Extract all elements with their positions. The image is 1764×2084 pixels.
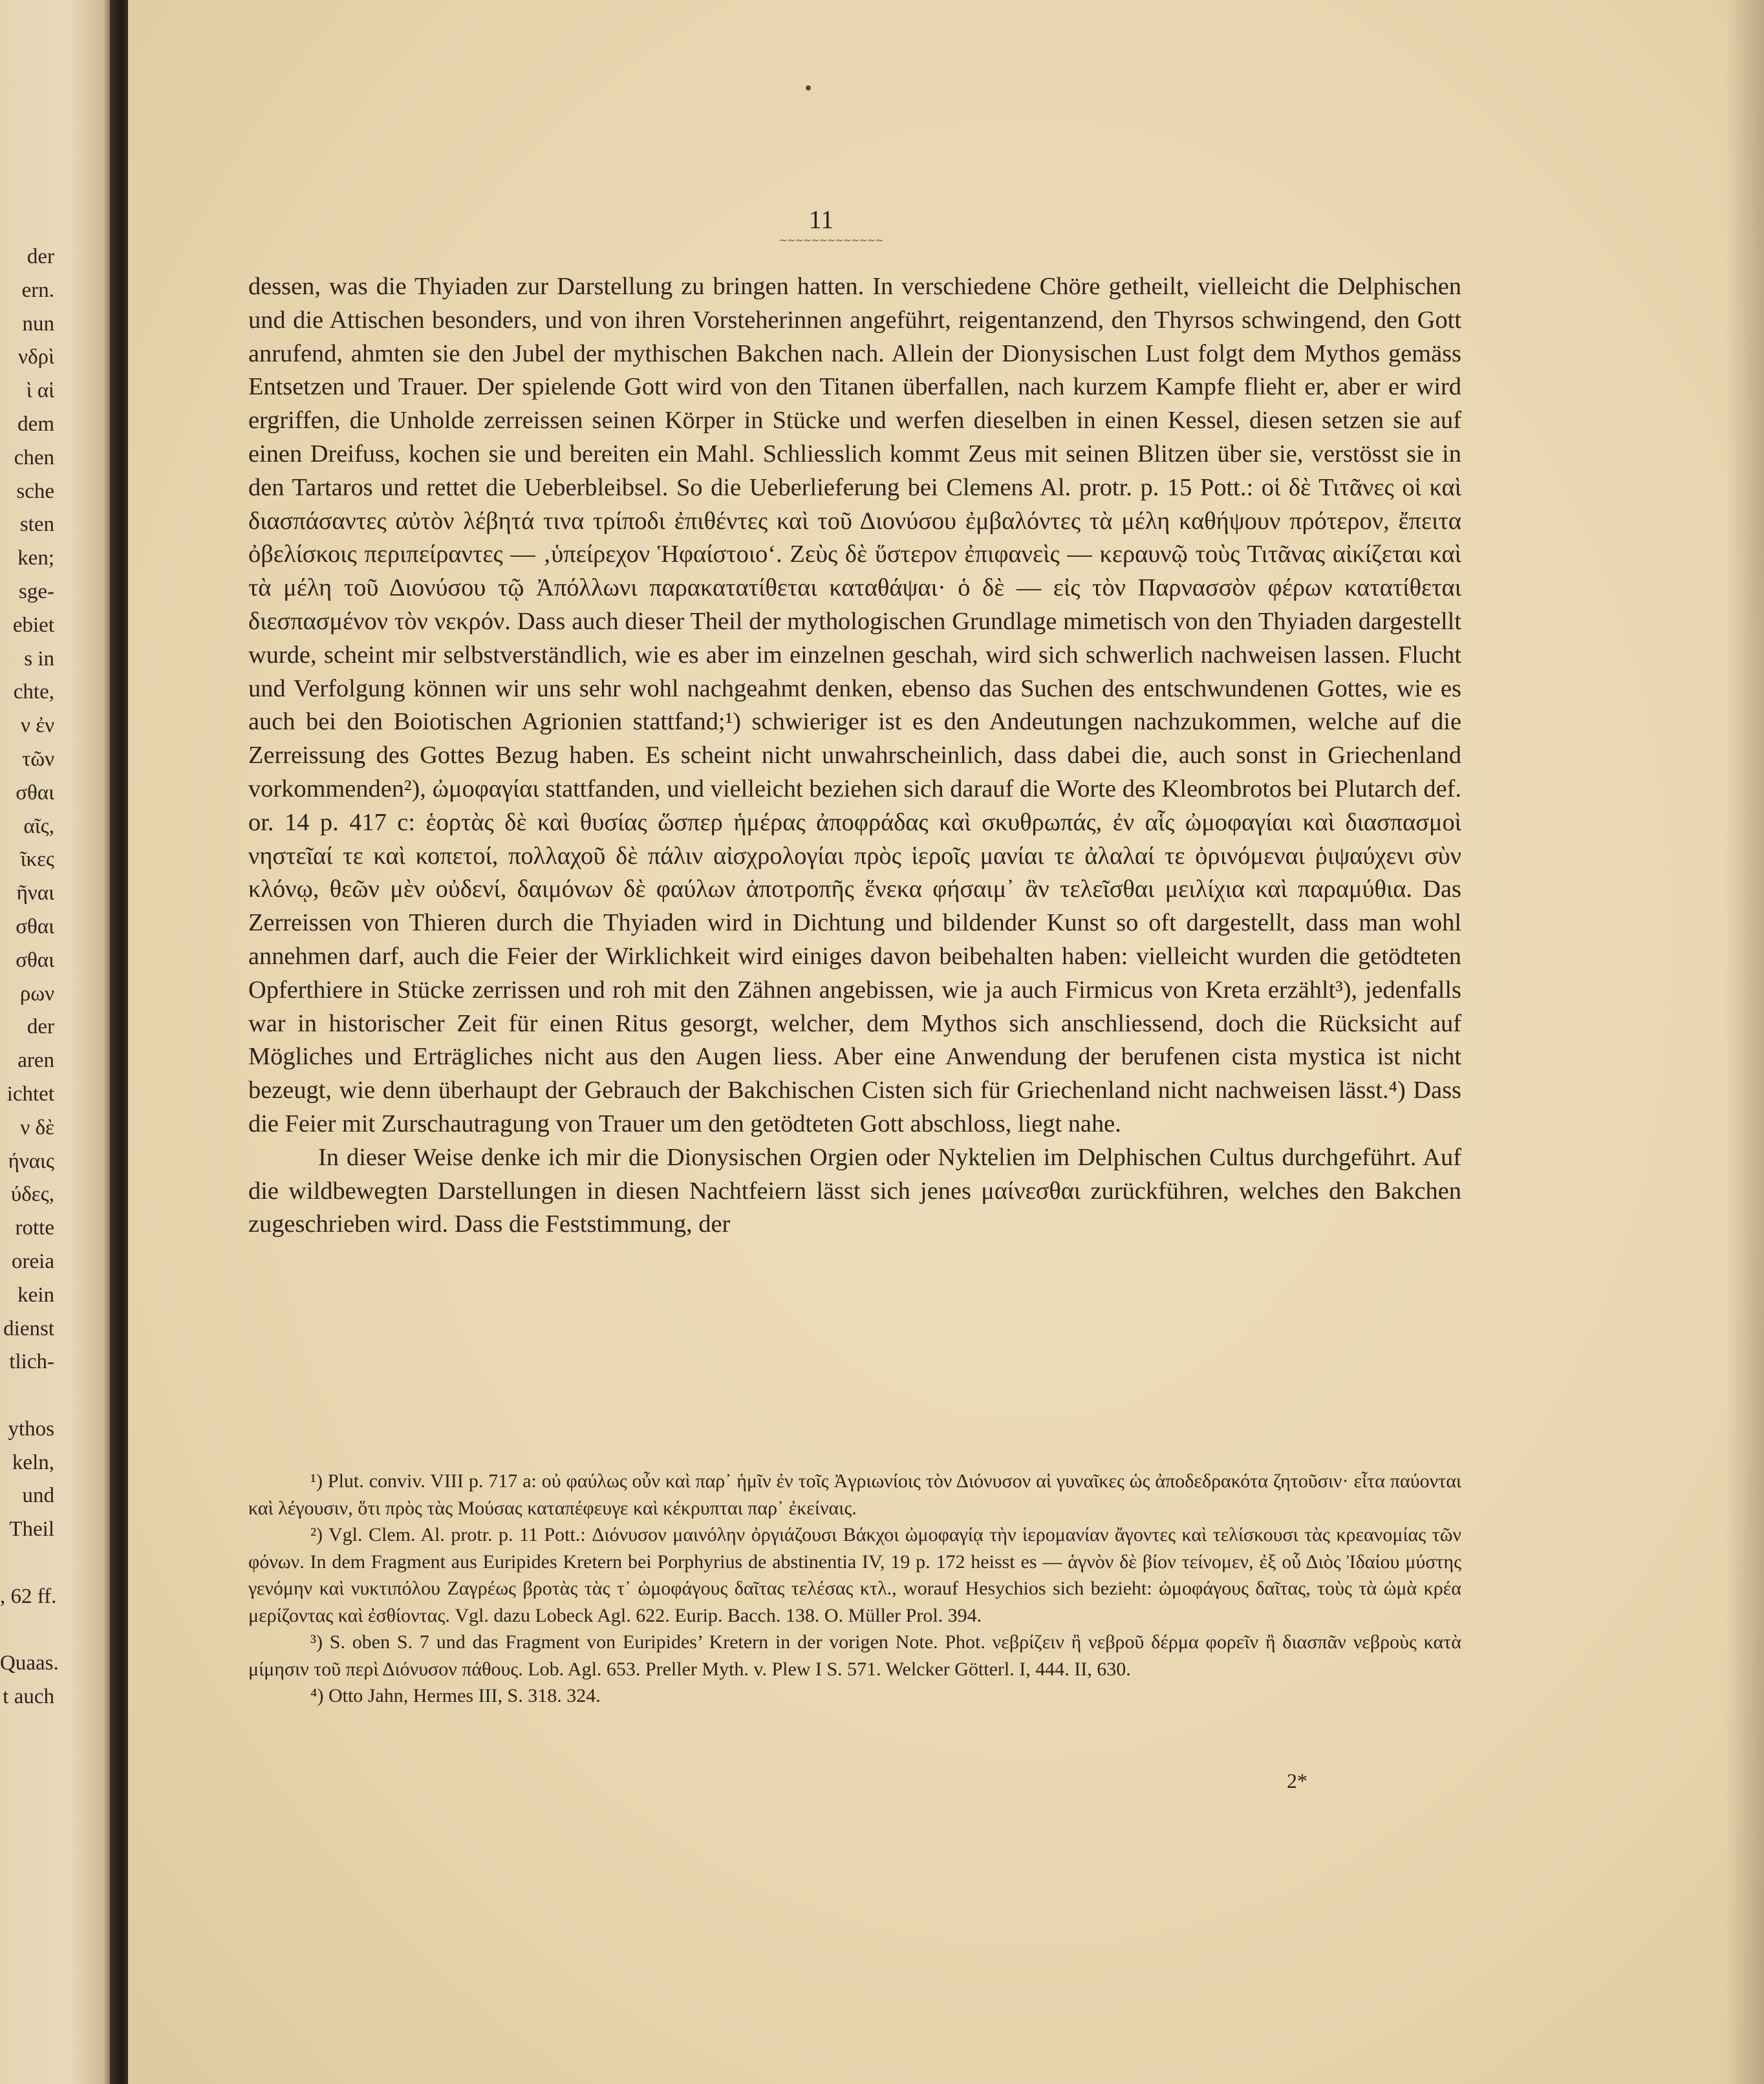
footnote: ⁴) Otto Jahn, Hermes III, S. 318. 324. (310, 1685, 601, 1706)
top-dot-mark (806, 85, 811, 91)
left-page-fragment: aren (17, 1049, 54, 1073)
left-page-fragment: σθαι (16, 780, 54, 804)
left-page-fragment: sge- (19, 579, 54, 603)
paragraph: In dieser Weise denke ich mir die Dionysischen Orgien oder Nyktelien im Delphischen Cultus durchgeführt. Auf die wildbewegten Darstellungen in diesen Nachtfeiern lässt sich jenes μαίνεσθαι zurückführen, welches den Bakchen zugeschrieben wird. Dass die Feststimmung, der (248, 1143, 1461, 1238)
left-page-fragment: ῖκες (20, 848, 54, 872)
left-page-fragment: chte, (13, 680, 54, 704)
left-page-fragment: ν δὲ (20, 1115, 54, 1139)
left-page-fragment: ὶ αἱ (26, 379, 54, 403)
left-page-fragment: der (27, 1015, 54, 1039)
left-page-fragments (0, 241, 59, 1714)
left-page-fragment: ν ἐν (21, 714, 54, 738)
left-page-fragment: νδρὶ (18, 345, 54, 369)
left-page-fragment: ήναις (8, 1149, 54, 1173)
footnote: ³) S. oben S. 7 und das Fragment von Euripides’ Kretern in der vorigen Note. Phot. νεβρίζειν ἢ νεβροῦ δέρμα φορεῖν ἢ διασπᾶν νεβροὺς κατὰ μίμησιν τοῦ περὶ Διόνυσον πάθους. Lob. Agl. 653. Preller Myth. v. Plew I S. 571. Welcker Götterl. I, 444. II, 630. (248, 1631, 1461, 1680)
left-page-fragment: sche (16, 479, 54, 503)
left-page-edge (0, 0, 115, 2084)
left-page-fragment: Quaas. (0, 1651, 59, 1675)
left-page-fragment: chen (14, 446, 54, 469)
left-page-fragment: ebiet (12, 613, 54, 637)
left-page-fragment: αῖς, (23, 814, 54, 838)
left-page-fragment: oreia (12, 1249, 54, 1273)
signature-mark: 2* (1287, 1769, 1307, 1792)
left-page-fragment: ρων (19, 982, 54, 1005)
page-edge-shadow (1725, 0, 1764, 2084)
left-page-fragment: Theil (9, 1518, 54, 1542)
left-page-fragment: dem (17, 412, 54, 436)
footnotes (248, 1468, 1461, 1710)
left-page-fragment: nun (22, 312, 54, 336)
left-page-fragment: , 62 ff. (0, 1584, 57, 1608)
left-page-fragment (0, 1547, 54, 1580)
left-page-fragment: rotte (15, 1216, 54, 1240)
left-page-fragment: ῆναι (16, 881, 54, 905)
left-page-fragment: σθαι (16, 914, 54, 938)
left-page-fragment: ythos (8, 1417, 54, 1441)
left-page-fragment: dienst (3, 1316, 54, 1340)
page-number-ornament: ~~~~~~~~~~~~~ (779, 234, 883, 246)
left-page-fragment: und (22, 1484, 54, 1508)
left-page-fragment: τῶν (22, 747, 54, 771)
left-page-fragment: der (27, 245, 54, 268)
left-page-fragment: ken; (17, 546, 54, 570)
left-page-fragment: σθαι (16, 948, 54, 972)
footnote: ²) Vgl. Clem. Al. protr. p. 11 Pott.: Διόνυσον μαινόλην ὀργιάζουσι Βάκχοι ὠμοφαγίᾳ τὴν ἱερομανίαν ἄγοντες καὶ τελίσκουσι τὰς κρεανομίας τῶν φόνων. In dem Fragment aus Euripides Kretern bei Porphyrius de abstinentia IV, 19 p. 172 heisst es — ἁγνὸν δὲ βίον τείνομεν, ἐξ οὗ Διὸς Ἰδαίου μύστης γενόμην καὶ νυκτιπόλου Ζαγρέως βροτὰς τὰς τ᾽ ὠμοφάγους δαῖτας τελέσας κτλ., worauf Hesychios sich bezieht: ὠμοφάγους δαῖτας, τοὺς τὰ ὠμὰ κρέα μερίζοντας καὶ ἐσθίοντας. Vgl. dazu Lobeck Agl. 622. Eurip. Bacch. 138. O. Müller Prol. 394. (248, 1524, 1461, 1626)
left-page-fragment: keln, (12, 1450, 54, 1474)
left-page-fragment: ύδες, (10, 1183, 54, 1207)
left-page-fragment: sten (19, 513, 54, 537)
left-page-fragment: tlich- (9, 1350, 54, 1374)
left-page-fragment: kein (17, 1283, 54, 1307)
left-page-fragment: s in (24, 647, 54, 671)
main-text (248, 270, 1461, 1241)
page-number: 11 (808, 205, 834, 234)
left-page-fragment: ern. (21, 278, 54, 302)
left-page-fragment: t auch (3, 1685, 54, 1709)
left-page-fragment: ichtet (6, 1082, 54, 1106)
left-page-fragment (0, 1614, 54, 1648)
footnote: ¹) Plut. conviv. VIII p. 717 a: οὐ φαύλως οὖν καὶ παρ᾽ ἡμῖν ἐν τοῖς Ἀγριωνίοις τὸν Διόνυσον αἱ γυναῖκες ὡς ἀποδεδρακότα ζητοῦσιν· εἶτα παύονται καὶ λέγουσιν, ὅτι πρὸς τὰς Μούσας καταπέφευγε καὶ κέκρυπται παρ᾽ ἐκείναις. (248, 1470, 1461, 1519)
left-page-fragment (0, 1379, 54, 1413)
paragraph: dessen, was die Thyiaden zur Darstellung zu bringen hatten. In verschiedene Chöre getheilt, vielleicht die Delphischen und die Attischen besonders, und von ihren Vorsteherinnen angeführt, reigentanzend, den Thyrsos schwingend, den Gott anrufend, ahmten sie den Jubel der mythischen Bakchen nach. Allein der Dionysischen Lust folgt dem Mythos gemäss Entsetzen und Trauer. Der spielende Gott wird von den Titanen überfallen, nach kurzem Kampfe flieht er, aber er wird ergriffen, die Unholde zerreissen seinen Körper in Stücke und werfen dieselben in einen Kessel, diesen setzen sie auf einen Dreifuss, kochen sie und bereiten ein Mahl. Schliesslich kommt Zeus mit seinen Blitzen über sie, verstösst sie in den Tartaros und rettet die Ueberbleibsel. So die Ueberlieferung bei Clemens Al. protr. p. 15 Pott.: οἱ δὲ Τιτᾶνες οἱ καὶ διασπάσαντες αὐτὸν λέβητά τινα τρίποδι ἐπιθέντες καὶ τοῦ Διονύσου ἐμβαλόντες τὰ μέλη καθήψουν πρότερον, ἔπειτα ὀβελίσκοις περιπείραντες — ‚ὑπείρεχον Ἡφαίστοιο‘. Ζεὺς δὲ ὕστερον ἐπιφανεὶς — κεραυνῷ τοὺς Τιτᾶνας αἰκίζεται καὶ τὰ μέλη τοῦ Διονύσου τῷ Ἀπόλλωνι παρακατατίθεται καταθάψαι· ὁ δὲ — εἰς τὸν Παρνασσὸν φέρων κατατίθεται διεσπασμένον τὸν νεκρόν. Dass auch dieser Theil der mythologischen Grundlage mimetisch von den Thyiaden dargestellt wurde, scheint mir selbstverständlich, wie es aber im einzelnen geschah, wird sich schwerlich nachweisen lassen. Flucht und Verfolgung können wir uns sehr wohl nachgeahmt denken, ebenso das Suchen des entschwundenen Gottes, wie es auch bei den Boiotischen Agrionien stattfand;¹) schwieriger ist es den Andeutungen nachzukommen, welche auf die Zerreissung des Gottes Bezug haben. Es scheint nicht unwahrscheinlich, dass dabei die, auch sonst in Griechenland vorkommenden²), ὠμοφαγίαι stattfanden, und vielleicht beziehen sich darauf die Worte des Kleombrotos bei Plutarch def. or. 14 p. 417 c: ἑορτὰς δὲ καὶ θυσίας ὥσπερ ἡμέρας ἀποφράδας καὶ σκυθρωπάς, ἐν αἷς ὠμοφαγίαι καὶ διασπασμοὶ νηστεῖαί τε καὶ κοπετοί, πολλαχοῦ δὲ πάλιν αἰσχρολογίαι πρὸς ἱεροῖς μανίαι τε ἀλαλαί τε ὀρινόμεναι ῥιψαύχενι σὺν κλόνῳ, θεῶν μὲν οὐδενί, δαιμόνων δὲ φαύλων ἀποτροπῆς ἕνεκα φήσαιμ᾽ ἂν τελεῖσθαι μειλίχια καὶ παραμύθια. Das Zerreissen von Thieren durch die Thyiaden wird in Dichtung und bildender Kunst so oft dargestellt, dass man wohl annehmen darf, auch die Feier der Wirklichkeit wird einiges davon beibehalten haben: vielleicht wurden die getödteten Opferthiere in Stücke zerrissen und roh mit den Zähnen angebissen, wie ja auch Firmicus von Kreta erzählt³), jedenfalls war in historischer Zeit für einen Ritus gesorgt, welcher, dem Mythos sich anschliessend, doch die Rücksicht auf Mögliches und Erträgliches nicht aus den Augen liess. Aber eine Anwendung der berufenen cista mystica ist nicht bezeugt, wie denn überhaupt der Gebrauch der Bakchischen Cisten sich für Griechenland nicht nachweisen lässt.⁴) Dass die Feier mit Zurschautragung von Trauer um den getödteten Gott abschloss, liegt nahe. (248, 273, 1461, 1137)
